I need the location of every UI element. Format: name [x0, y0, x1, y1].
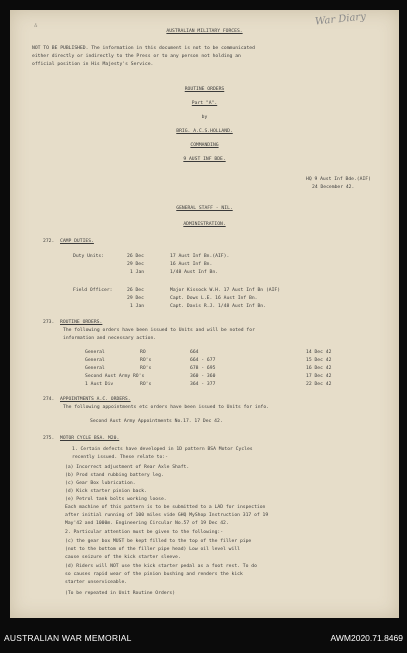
section-275-line: so causes rapid wear of the pinion bushing and renders the kick	[65, 572, 243, 577]
general-staff: GENERAL STAFF - NIL.	[176, 206, 233, 211]
section-272-number: 272.	[43, 239, 55, 244]
field-date: 26 Dec	[127, 288, 144, 293]
corner-mark: ∴	[34, 22, 38, 29]
section-273-text: information and necessary action.	[63, 336, 157, 341]
administration: ADMINISTRATION.	[183, 222, 226, 227]
brigadier-name: BRIG. A.C.S.HOLLAND.	[176, 129, 233, 134]
section-273-number: 273.	[43, 320, 55, 325]
ro-date: 22 Dec 42	[306, 382, 332, 387]
ro-type: RO's	[140, 358, 152, 363]
part-label: Part "A".	[191, 101, 218, 106]
ro-source: General	[85, 350, 105, 355]
ro-numbers: 664 - 677	[190, 358, 216, 363]
duty-date: 1 Jan	[130, 270, 145, 275]
section-273-text: The following orders have been issued to Units and will be noted for	[63, 328, 255, 333]
ro-type: RO's	[140, 366, 152, 371]
section-275-line: (not to the bottom of the filler pipe head) Low oil level will	[65, 547, 240, 552]
section-275-title: MOTOR CYCLE BSA. M20.	[60, 436, 120, 441]
commanding-label: COMMANDING	[190, 143, 219, 148]
document-page	[10, 10, 399, 618]
ro-source: General	[85, 358, 105, 363]
footer-institution: AUSTRALIAN WAR MEMORIAL	[4, 633, 132, 643]
duty-units-label: Duty Units:	[73, 254, 105, 259]
notice-line-2: either directly or indirectly to the Press or to any person not holding an	[32, 54, 241, 59]
section-274-number: 274.	[43, 397, 55, 402]
notice-line-1: NOT TO BE PUBLISHED. The information in this document is not to be communicated	[32, 46, 255, 51]
section-272-title: CAMP DUTIES.	[60, 239, 94, 244]
section-275-line: May'42 and 1000m. Engineering Circular No.57 of 19 Dec 42.	[65, 521, 229, 526]
ro-source: 1 Aust Div	[85, 382, 114, 387]
ro-numbers: 678 - 695	[190, 366, 216, 371]
ro-source: General	[85, 366, 105, 371]
field-officer: Capt. Davis R.J. 1/48 Aust Inf Bn.	[170, 304, 266, 309]
section-275-line: (To be repeated in Unit Routine Orders)	[65, 591, 176, 596]
section-275-line: (b) Prod stand rubbing battery leg.	[65, 473, 164, 478]
section-275-line: starter unserviceable.	[65, 580, 128, 585]
ro-date: 15 Dec 42	[306, 358, 332, 363]
section-275-line: (c) the gear box MUST be kept filled to the top of the filler pipe	[65, 539, 252, 544]
section-275-line: 1. Certain defects have developed in 1D pattern BSA Motor Cycles	[72, 447, 253, 452]
section-274-title: APPOINTMENTS A.C. ORDERS.	[60, 397, 131, 402]
section-275-line: (e) Petrol tank bolts working loose.	[65, 497, 167, 502]
field-officer: Major Kissock W.H. 17 Aust Inf Bn (AIF)	[170, 288, 281, 293]
hq-line: HQ 9 Aust Inf Bde.(AIF)	[306, 177, 371, 182]
ro-source: Second Aust Army RO's	[85, 374, 145, 379]
section-275-line: recently issued. These relate to:-	[72, 455, 168, 460]
section-275-line: (d) Riders will NOT use the kick starter pedal as a foot rest. To do	[65, 564, 257, 569]
routine-orders-title: ROUTINE ORDERS	[184, 87, 225, 92]
section-274-text: The following appointments etc orders have been issued to Units for info.	[63, 405, 270, 410]
section-275-line: (a) Incorrect adjustment of Rear Axle Shaft.	[65, 465, 190, 470]
duty-unit: 1/48 Aust Inf Bn.	[170, 270, 218, 275]
duty-unit: 16 Aust Inf Bn.	[170, 262, 213, 267]
notice-line-3: official position in His Majesty's Service.	[32, 62, 154, 67]
field-date: 29 Dec	[127, 296, 144, 301]
section-275-line: (d) Kick starter pinion back.	[65, 489, 147, 494]
field-officer: Capt. Dows L.E. 16 Aust Inf Bn.	[170, 296, 258, 301]
ro-type: RO	[140, 350, 146, 355]
section-275-number: 275.	[43, 436, 55, 441]
section-275-line: cause seizure of the kick starter sleeve.	[65, 555, 181, 560]
section-275-line: Each machine of this pattern is to be submitted to a LAD for inspection	[65, 505, 266, 510]
field-officer-label: Field Officer:	[73, 288, 113, 293]
date-line: 24 December 42.	[312, 185, 355, 190]
section-273-title: ROUTINE ORDERS.	[60, 320, 103, 325]
by-label: by	[201, 115, 208, 120]
duty-date: 26 Dec	[127, 254, 144, 259]
footer-accession-number: AWM2020.71.8469	[330, 633, 403, 643]
duty-unit: 17 Aust Inf Bn.(AIF).	[170, 254, 230, 259]
ro-type: RO's	[140, 382, 152, 387]
ro-numbers: 664	[190, 350, 199, 355]
section-275-line: after initial running of 100 miles vide GHQ MyShop Instruction 317 of 19	[65, 513, 269, 518]
section-274-text: Second Aust Army Appointments No.17. 17 Dec 42.	[90, 419, 223, 424]
ro-numbers: 360 - 360	[190, 374, 216, 379]
field-date: 1 Jan	[130, 304, 145, 309]
ro-date: 16 Dec 42	[306, 366, 332, 371]
section-275-line: (c) Gear Box lubrication.	[65, 481, 136, 486]
document-header: AUSTRALIAN MILITARY FORCES.	[166, 29, 243, 34]
duty-date: 29 Dec	[127, 262, 144, 267]
footer-bar	[0, 618, 407, 653]
ro-date: 17 Dec 42	[306, 374, 332, 379]
section-275-line: 2. Particular attention must be given to the following:-	[65, 530, 224, 535]
ro-numbers: 364 - 377	[190, 382, 216, 387]
handwritten-note: War Diary	[314, 11, 367, 28]
ro-date: 14 Dec 42	[306, 350, 332, 355]
formation-name: 9 AUST INF BDE.	[183, 157, 226, 162]
